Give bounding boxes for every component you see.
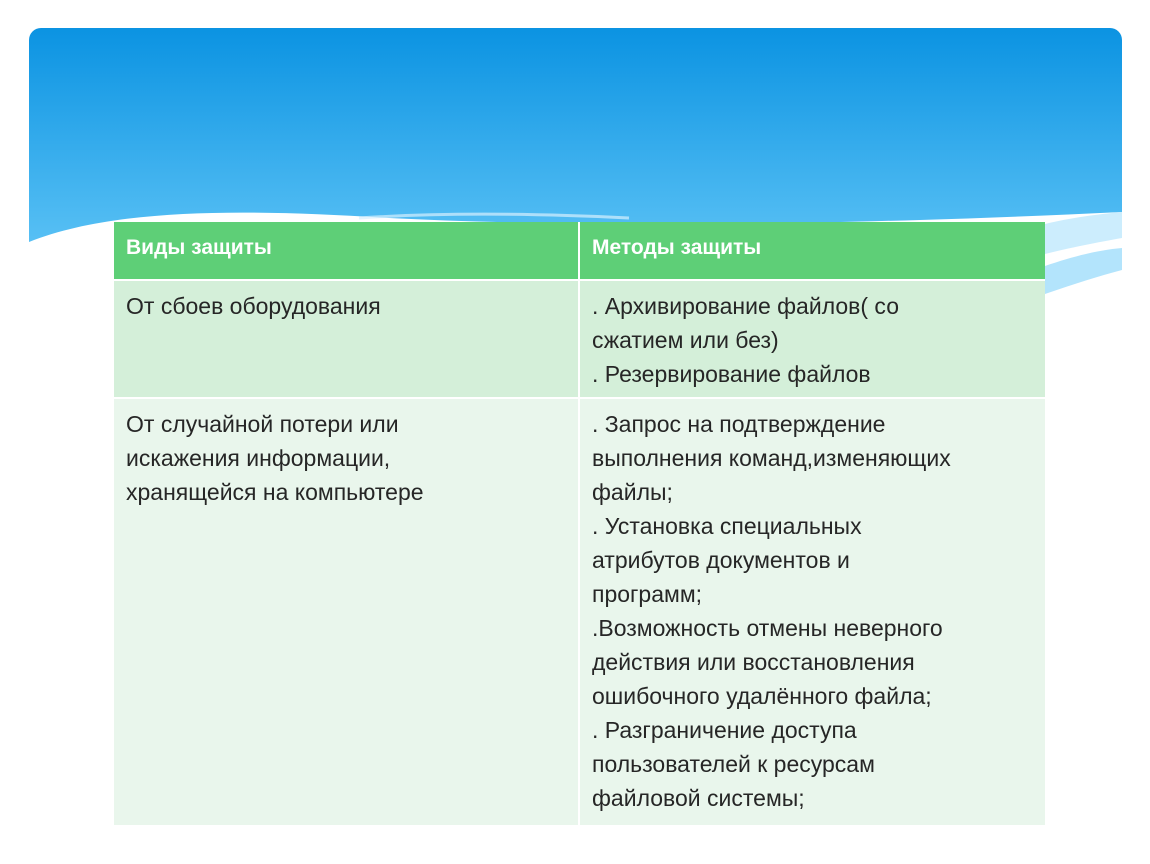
method-line: сжатием или без) bbox=[592, 327, 779, 353]
protection-table bbox=[114, 222, 1045, 825]
protection-methods-cell bbox=[579, 280, 1045, 398]
protection-methods-cell bbox=[579, 398, 1045, 825]
table-header-row bbox=[114, 222, 1045, 280]
protection-type-text: От сбоев оборудования bbox=[126, 293, 381, 319]
method-line: . Разграничение доступа bbox=[592, 717, 857, 743]
protection-type-text: хранящейся на компьютере bbox=[126, 479, 424, 505]
table-row bbox=[114, 398, 1045, 825]
method-line: выполнения команд,изменяющих bbox=[592, 445, 951, 471]
method-line: . Запрос на подтверждение bbox=[592, 411, 886, 437]
method-line: программ; bbox=[592, 581, 703, 607]
method-line: действия или восстановления bbox=[592, 649, 915, 675]
header-protection-methods: Методы защиты bbox=[579, 222, 1045, 280]
method-line: .Возможность отмены неверного bbox=[592, 615, 943, 641]
method-line: файлы; bbox=[592, 479, 673, 505]
table-row bbox=[114, 280, 1045, 398]
protection-type-cell bbox=[114, 280, 579, 398]
protection-type-text: искажения информации, bbox=[126, 445, 391, 471]
method-line: атрибутов документов и bbox=[592, 547, 850, 573]
method-line: . Резервирование файлов bbox=[592, 361, 871, 387]
protection-type-cell bbox=[114, 398, 579, 825]
method-line: . Установка специальных bbox=[592, 513, 862, 539]
method-line: ошибочного удалённого файла; bbox=[592, 683, 932, 709]
method-line: . Архивирование файлов( со bbox=[592, 293, 899, 319]
method-line: пользователей к ресурсам bbox=[592, 751, 875, 777]
header-protection-types: Виды защиты bbox=[114, 222, 579, 280]
method-line: файловой системы; bbox=[592, 785, 805, 811]
protection-type-text: От случайной потери или bbox=[126, 411, 399, 437]
